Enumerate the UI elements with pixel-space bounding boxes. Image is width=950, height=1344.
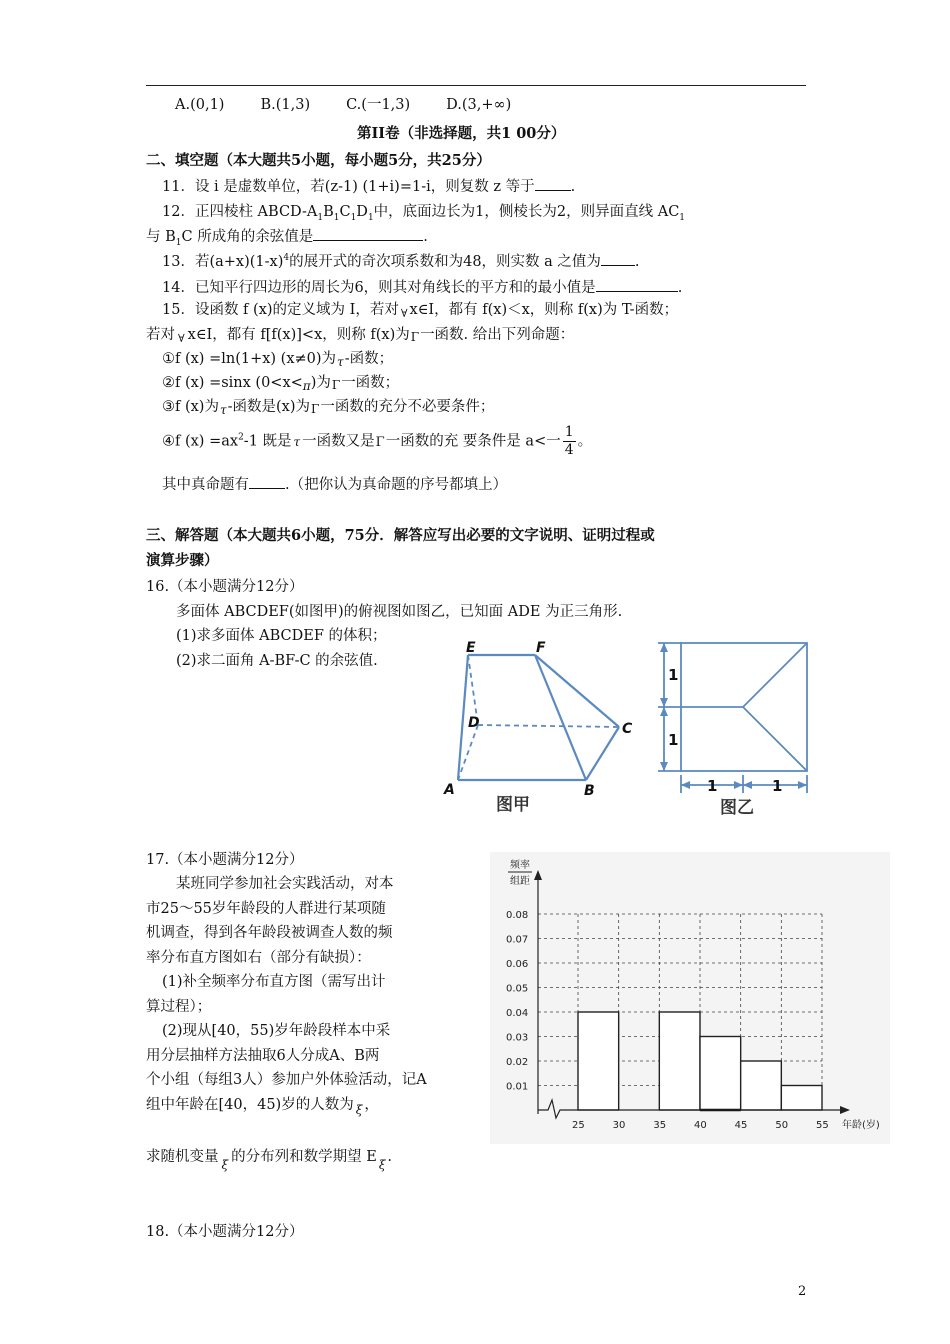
q15-line1-a: 15．设函数 f (x)的定义域为 I，若对	[162, 302, 399, 318]
y-label-top: 频率	[510, 860, 530, 871]
q15-line1-b: x∈I，都有 f(x)＜x，则称 f(x)为 T-函数；	[409, 302, 679, 318]
arrow-head	[660, 643, 668, 652]
q15-item4-b: -1 既是	[243, 433, 292, 450]
histogram-bar	[781, 1086, 822, 1111]
q15-item4-end: 。	[577, 433, 593, 450]
question-12	[162, 200, 685, 223]
q15-item2-b: )为	[310, 375, 331, 391]
x-tick-label: 30	[612, 1120, 626, 1131]
y-tick-label: 0.08	[506, 910, 529, 921]
y-tick-label: 0.04	[506, 1008, 529, 1019]
edge-EA	[458, 655, 468, 780]
q17-line11-b: 的分布列和数学期望 E	[231, 1149, 377, 1165]
edge-DC-hidden	[478, 725, 619, 727]
q14-end: .	[677, 280, 683, 296]
arrow-head	[798, 781, 807, 789]
q15-answer-a: 其中真命题有	[162, 477, 249, 493]
q13-end: .	[634, 254, 640, 270]
q13-sup: 4	[283, 253, 290, 264]
question-14	[162, 276, 682, 297]
page-number: 2	[798, 1284, 807, 1299]
q13-text-b: 的展开式的奇次项系数和为48，则实数 a 之值为	[289, 254, 601, 270]
q12-sub: 1	[175, 237, 182, 248]
histogram-bar	[578, 1012, 619, 1110]
x-tick-label: 35	[653, 1120, 667, 1131]
arrow-head	[743, 781, 752, 789]
x-tick-label: 40	[694, 1120, 707, 1131]
q14-text: 14．已知平行四边形的周长为6，则其对角线长的平方和的最小值是	[162, 280, 596, 296]
dim-label-v1: 1	[668, 666, 679, 684]
fraction-numerator: 1	[564, 424, 574, 440]
caption-yi: 图乙	[720, 798, 754, 818]
q17-line11-a: 求随机变量	[146, 1149, 219, 1165]
q11-end: .	[570, 179, 576, 195]
q15-item4-a: ④f (x) =ax	[162, 433, 239, 450]
label-F: F	[536, 640, 546, 656]
xi-symbol: ξ	[355, 1103, 363, 1117]
q17-line: (2)现从[40，55)岁年龄段样本中采	[162, 1023, 391, 1039]
q18-header: 18.（本小题满分12分）	[146, 1224, 304, 1240]
q15-answer-line	[162, 473, 507, 494]
gamma-symbol: Γ	[331, 378, 341, 392]
top-rule	[146, 85, 806, 86]
q12-line2-b: C 所成角的余弦值是	[181, 229, 314, 245]
part2-title: 第II卷（非选择题，共1 00分）	[357, 125, 566, 142]
histogram-bar	[741, 1061, 782, 1110]
q17-line: 市25～55岁年龄段的人群进行某项随	[146, 901, 386, 917]
histogram-bar	[700, 1037, 741, 1111]
q17-line: 率分布直方图如右（部分有缺损）：	[146, 950, 371, 966]
tau-symbol: τ	[337, 355, 344, 369]
arrow-head	[660, 707, 668, 716]
tau-symbol: τ	[293, 434, 301, 449]
q16-body: 多面体 ABCDEF(如图甲)的俯视图如图乙，已知面 ADE 为正三角形.	[176, 604, 623, 620]
q12-text-c: C	[339, 204, 351, 220]
fraction-one-quarter	[563, 424, 576, 459]
q16-part1: (1)求多面体 ABCDEF 的体积；	[176, 628, 387, 644]
arrow-head	[681, 781, 690, 789]
fraction-denominator: 4	[564, 442, 574, 458]
q12-sub: 1	[679, 212, 686, 223]
q15-item-1	[162, 347, 393, 369]
caption-jia: 图甲	[496, 795, 530, 815]
q15-item-3	[162, 395, 494, 417]
pi-symbol: π	[302, 379, 311, 393]
q17-header: 17.（本小题满分12分）	[146, 852, 304, 868]
q17-line: 个小组（每组3人）参加户外体验活动，记A	[146, 1072, 427, 1088]
q15-item2-c: 一函数；	[341, 375, 400, 391]
q15-item3-b: -函数是(x)为	[227, 399, 310, 415]
q17-line: 某班同学参加社会实践活动，对本	[176, 876, 394, 892]
x-tick-label: 50	[775, 1120, 789, 1131]
q15-item4-c: 一函数又是	[302, 433, 375, 450]
option-b: B.(1,3)	[260, 97, 311, 113]
q16-part2: (2)求二面角 A-BF-C 的余弦值.	[176, 653, 378, 669]
y-label-bottom: 组距	[510, 876, 530, 887]
option-a: A.(0,1)	[175, 97, 225, 113]
dim-label-h2: 1	[772, 777, 783, 795]
gamma-symbol: Γ	[375, 434, 385, 450]
top-view-ridge-upper	[743, 643, 807, 707]
q15-item2-a: ②f (x) =sinx (0<x<	[162, 375, 303, 391]
dim-label-h1: 1	[707, 777, 718, 795]
x-tick-label: 55	[816, 1120, 829, 1131]
question-11	[162, 175, 575, 196]
figure-jia	[436, 632, 646, 822]
arrow-head	[660, 762, 668, 771]
y-tick-label: 0.02	[506, 1057, 529, 1068]
arrow-head	[734, 781, 743, 789]
label-A: A	[444, 782, 455, 798]
q15-item4-sup: 2	[238, 432, 244, 443]
q15-answer-b: .（把你认为真命题的序号都填上）	[285, 477, 508, 493]
top-view-ridge-lower	[743, 707, 807, 771]
option-c: C.(一1,3)	[346, 97, 411, 113]
section3-title-line2: 演算步骤）	[146, 552, 219, 569]
x-tick-label: 45	[734, 1120, 748, 1131]
y-tick-label: 0.05	[506, 983, 529, 995]
q15-item3-a: ③f (x)为	[162, 399, 219, 415]
q12-sub: 1	[317, 212, 324, 223]
label-D: D	[468, 715, 480, 731]
arrow-head	[660, 698, 668, 707]
q12-blank	[313, 228, 423, 241]
q17-line: 机调查，得到各年龄段被调查人数的频	[146, 925, 393, 941]
question-12-line2	[146, 225, 428, 248]
option-d: D.(3,+∞)	[446, 97, 512, 113]
edge-FC	[535, 655, 619, 727]
q15-item3-c: 一函数的充分不必要条件；	[320, 399, 495, 415]
q17-line10-text: 组中年龄在[40，45)岁的人数为	[146, 1097, 354, 1113]
q15-line2-c: 一函数. 给出下列命题：	[420, 327, 575, 343]
label-E: E	[466, 640, 476, 656]
dim-label-v2: 1	[668, 731, 679, 749]
q17-line-11	[146, 1145, 392, 1172]
gamma-symbol: Γ	[410, 330, 420, 344]
q15-item1-b: -函数；	[344, 351, 394, 367]
gamma-symbol: Γ	[311, 402, 320, 416]
question-15	[162, 298, 678, 320]
q12-line2-a: 与 B	[146, 229, 176, 245]
q12-text-b: B	[323, 204, 334, 220]
q12-text-d: D	[356, 204, 368, 220]
figure-yi	[650, 635, 820, 820]
xi-symbol: ξ	[221, 1158, 229, 1172]
question-13	[162, 250, 640, 271]
q15-item1-a: ①f (x) =ln(1+x) (x≠0)为	[162, 351, 337, 367]
y-tick-label: 0.01	[506, 1081, 529, 1093]
label-C: C	[622, 721, 633, 737]
q15-blank	[249, 476, 285, 489]
option-row	[175, 93, 511, 114]
q15-line2-b: x∈I，都有 f[f(x)]<x，则称 f(x)为	[187, 327, 410, 343]
section3-title-line1: 三、解答题（本大题共6小题，75分．解答应写出必要的文字说明、证明过程或	[146, 527, 655, 544]
q17-line: 用分层抽样方法抽取6人分成A、B两	[146, 1048, 380, 1064]
q15-item-2	[162, 371, 399, 393]
q17-line11-end: .	[387, 1149, 393, 1165]
q11-text: 11．设 i 是虚数单位，若(z-1) (1+i)=1-i，则复数 z 等于	[162, 179, 535, 195]
section2-title: 二、填空题（本大题共5小题，每小题5分，共25分）	[146, 152, 491, 169]
y-tick-label: 0.07	[506, 934, 529, 946]
question-15-line2	[146, 323, 574, 345]
q15-item4-d: 一函数的充 要条件是 a<一	[385, 433, 561, 450]
edge-FB	[535, 655, 586, 780]
q17-line-10	[146, 1093, 379, 1117]
x-tick-label: 25	[572, 1120, 585, 1131]
q12-sub: 1	[333, 212, 340, 223]
x-axis-label: 年龄(岁)	[842, 1120, 880, 1131]
tau-symbol: τ	[219, 403, 227, 417]
xi-symbol: ξ	[378, 1158, 386, 1172]
q14-blank	[596, 279, 678, 292]
q17-line: 算过程）；	[146, 999, 212, 1015]
q17-line10-end: ，	[364, 1097, 379, 1113]
frequency-histogram	[490, 852, 890, 1144]
histogram-bar	[659, 1012, 700, 1110]
q16-header: 16.（本小题满分12分）	[146, 579, 304, 595]
q12-sub: 1	[367, 212, 374, 223]
label-B: B	[584, 783, 595, 799]
q12-sub: 1	[350, 212, 357, 223]
q13-text-a: 13．若(a+x)(1-x)	[162, 254, 284, 270]
edge-CB	[586, 727, 619, 780]
q13-blank	[601, 253, 635, 266]
q15-item-4	[162, 424, 592, 459]
q15-line2-a: 若对	[146, 327, 175, 343]
q11-blank	[535, 178, 571, 191]
forall-symbol: ∀	[400, 307, 408, 320]
q17-line: (1)补全频率分布直方图（需写出计	[162, 974, 386, 990]
forall-symbol: ∀	[178, 332, 185, 345]
y-tick-label: 0.03	[506, 1032, 529, 1044]
q12-text-e: 中，底面边长为1，侧棱长为2，则异面直线 AC	[373, 204, 680, 220]
q12-text-a: 12．正四棱柱 ABCD-A	[162, 204, 318, 220]
y-tick-label: 0.06	[506, 959, 529, 970]
q12-end: .	[423, 229, 428, 245]
